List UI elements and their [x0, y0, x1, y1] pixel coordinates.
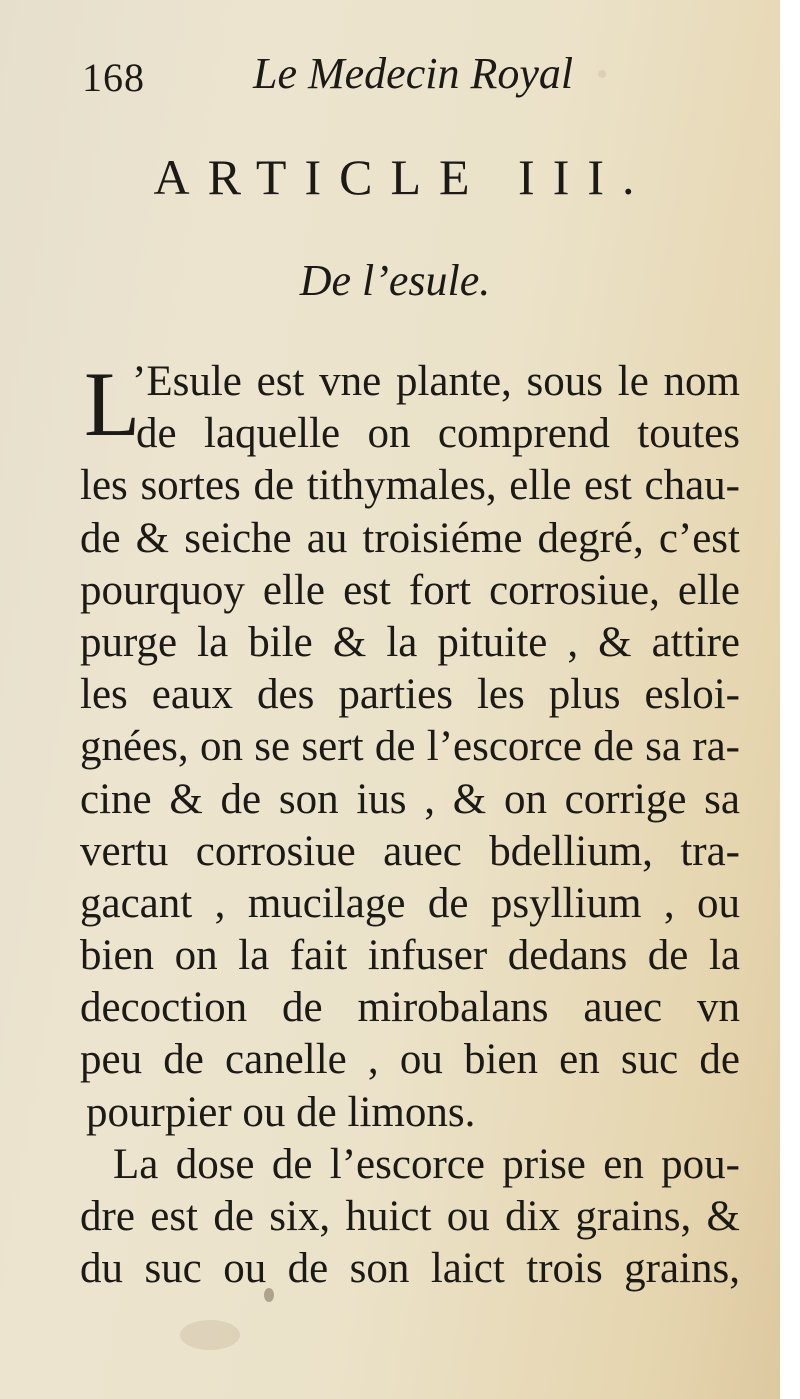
text-line: les sortes de tithymales, elle est chau-	[80, 462, 740, 510]
running-title: Le Medecin Royal	[253, 49, 574, 98]
text-line: de laquelle on comprend toutes	[136, 410, 740, 458]
text-line: gnées, on se sert de l’escorce de sa ra-	[80, 723, 740, 771]
page-edge	[780, 0, 790, 1399]
text-line: decoction de mirobalans auec vn	[80, 984, 740, 1032]
text-line: ’Esule est vne plante, sous le nom	[132, 358, 740, 405]
text-line: peu de canelle , ou bien en suc de	[80, 1036, 740, 1084]
text-line: bien on la fait infuser dedans de la	[80, 932, 740, 980]
text-line: de & seiche au troisiéme degré, c’est	[80, 514, 740, 562]
page-number: 168	[82, 55, 145, 100]
article-heading: ARTICLE III.	[153, 149, 653, 205]
paper-stain	[180, 1320, 240, 1350]
text-line: cine & de son ius , & on corrige sa	[80, 775, 740, 823]
page-header	[0, 40, 790, 100]
text-line: La dose de l’escorce prise en pou-	[113, 1140, 740, 1188]
text-line: gacant , mucilage de psyllium , ou	[80, 879, 740, 927]
text-line: du suc ou de son laict trois grains,	[80, 1245, 740, 1293]
text-line: les eaux des parties les plus esloi-	[80, 671, 740, 719]
body-text	[80, 353, 740, 1295]
text-line: pourpier ou de limons.	[86, 1088, 476, 1136]
text-line: purge la bile & la pituite , & attire	[80, 618, 740, 666]
drop-cap: L	[84, 353, 141, 455]
text-line: vertu corrosiue auec bdellium, tra-	[80, 827, 740, 875]
text-line: pourquoy elle est fort corrosiue, elle	[80, 566, 740, 614]
section-title: De l’esule.	[299, 256, 491, 305]
text-line: dre est de six, huict ou dix grains, &	[80, 1193, 740, 1240]
